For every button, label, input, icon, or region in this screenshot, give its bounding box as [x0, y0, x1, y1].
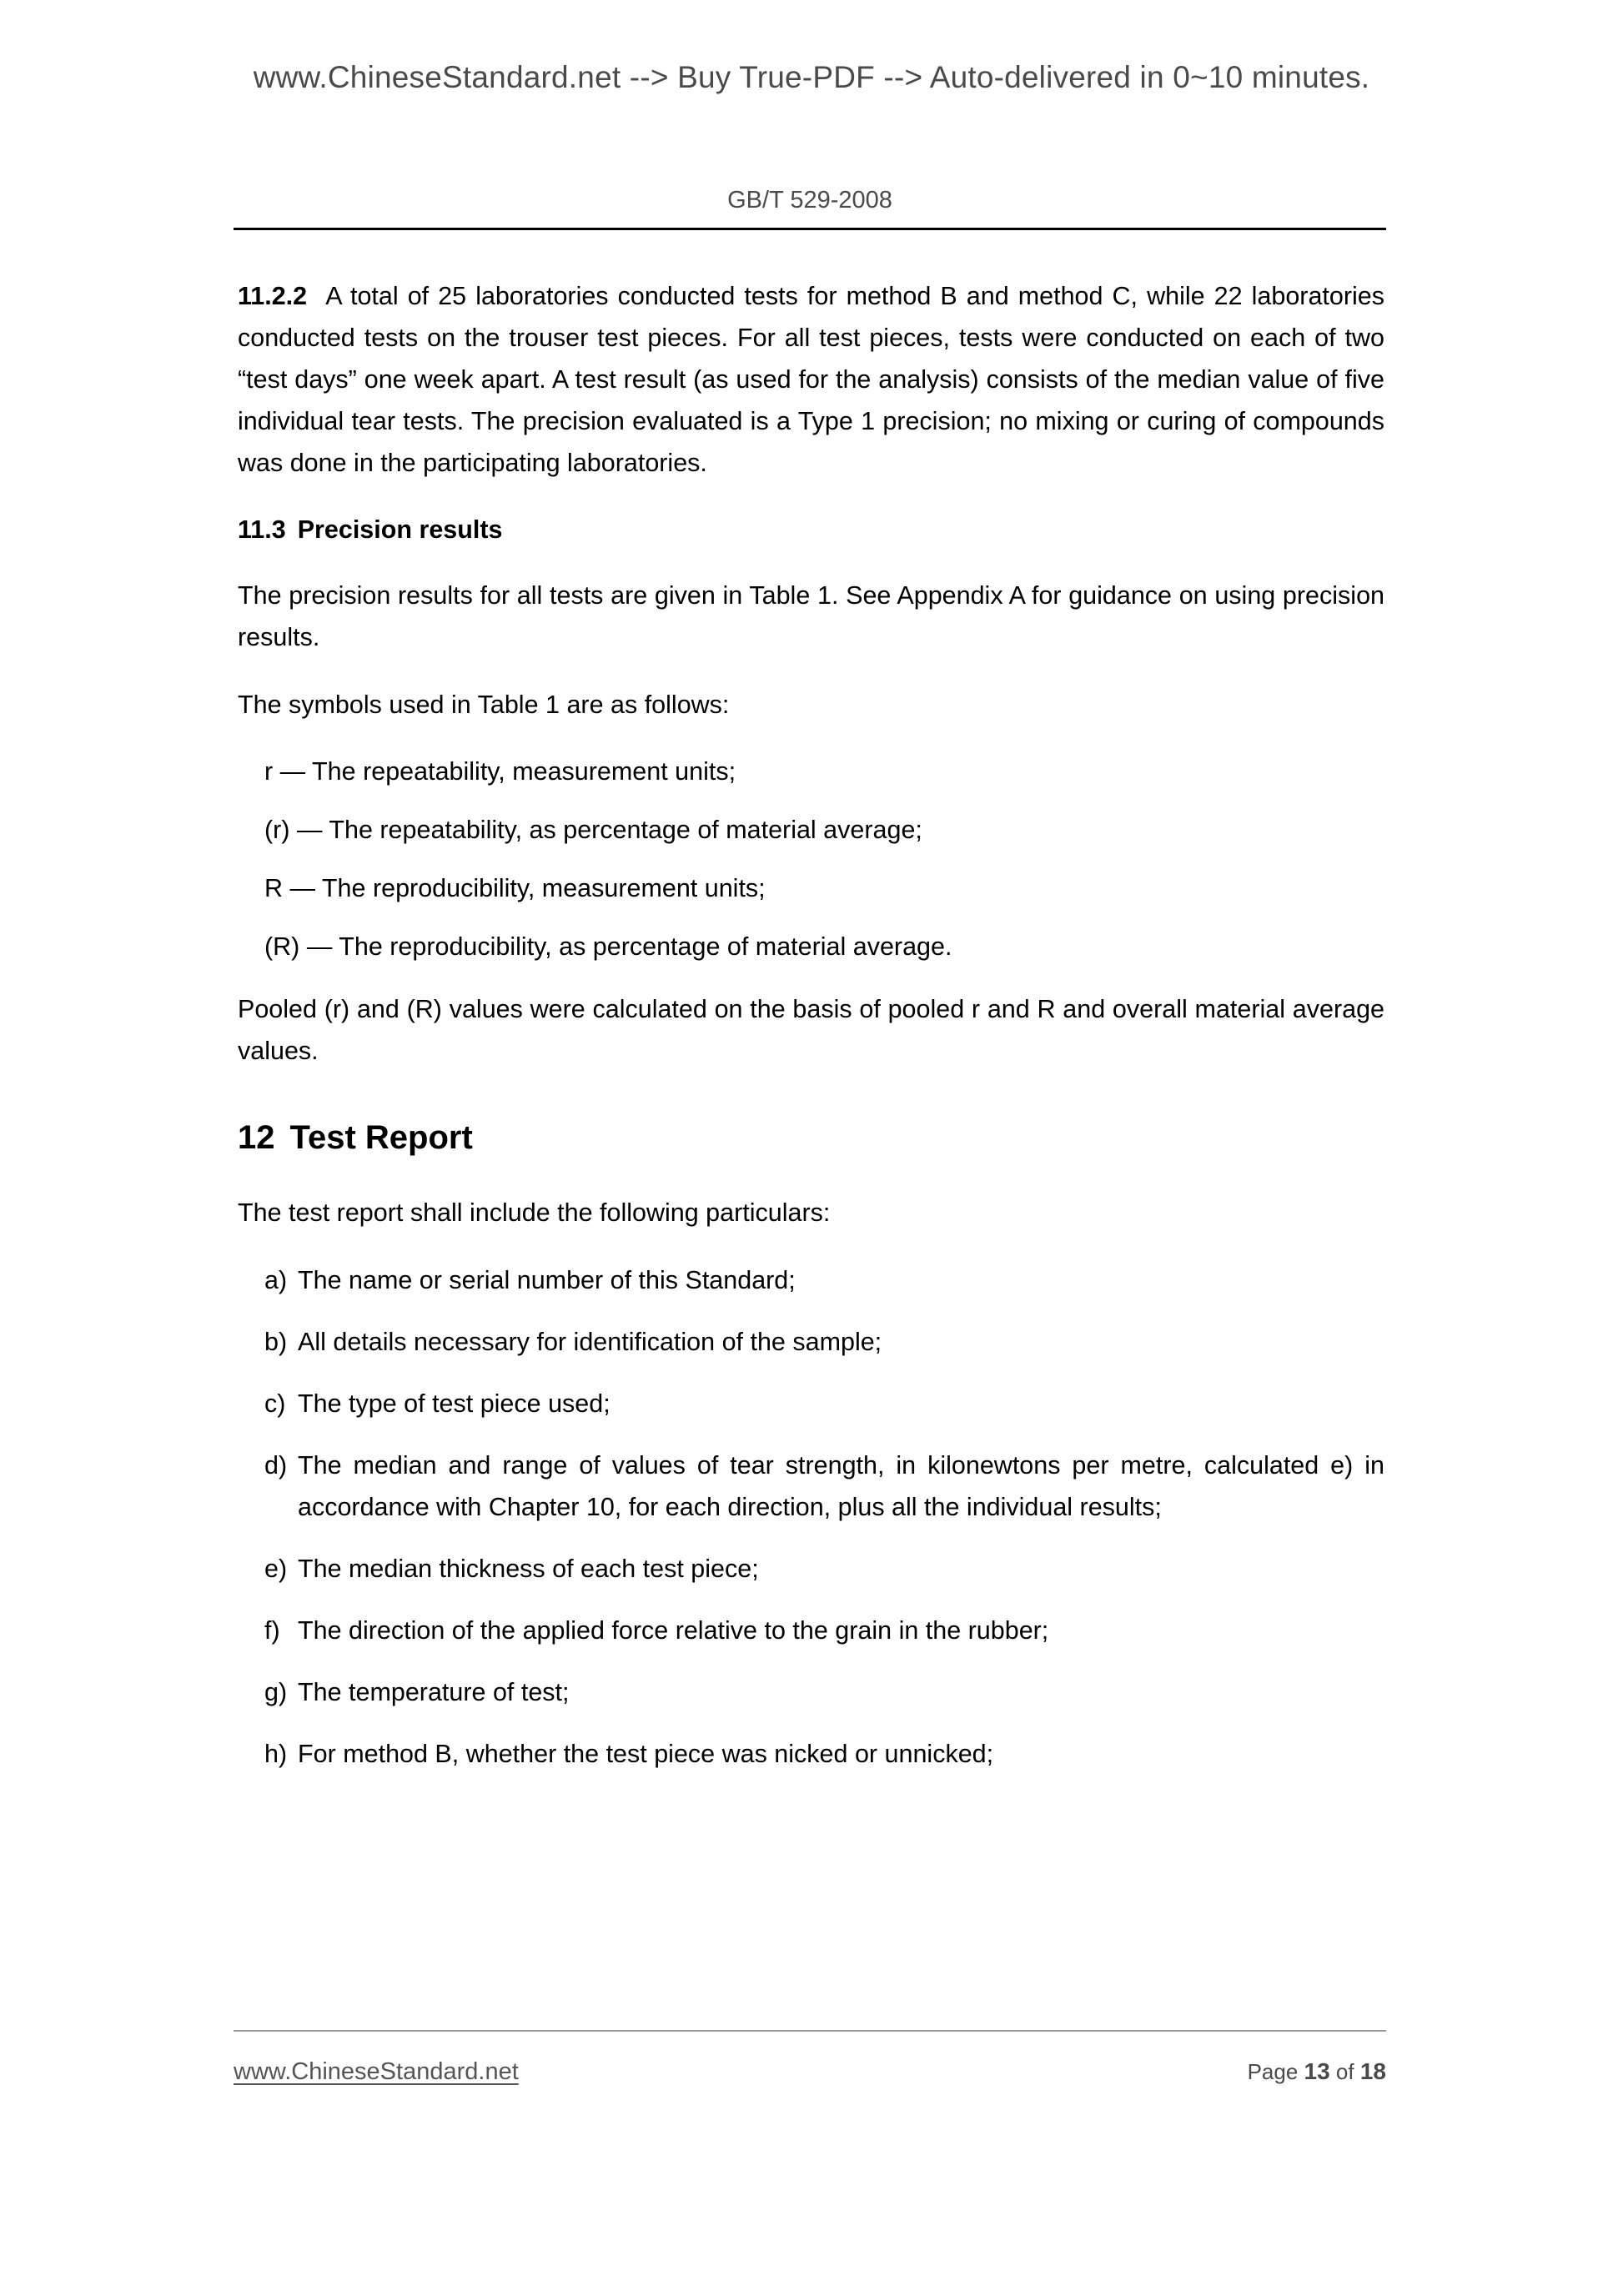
- clause-11-3-paragraph-1: The precision results for all tests are given in Table 1. See Appendix A for guidance on using precision results.: [238, 581, 1384, 651]
- footer-page-label: Page: [1247, 2059, 1299, 2084]
- list-item-marker: c): [264, 1389, 286, 1418]
- clause-11-3-title: Precision results: [297, 515, 503, 544]
- list-item: [238, 1444, 1384, 1528]
- list-item-marker: d): [264, 1451, 288, 1480]
- header-rule: [234, 228, 1386, 230]
- list-item-text: The direction of the applied force relative to the grain in the rubber;: [298, 1616, 1049, 1645]
- clause-11-2-2-text: A total of 25 laboratories conducted tests for method B and method C, while 22 laboratories conducted tests on the trouser test pieces. For all test pieces, tests were conducted on each of two “test days” one week apart. A test result (as used for the analysis) consists of the median value of five individual tear tests. The precision evaluated is a Type 1 precision; no mixing or curing of compounds was done in the participating laboratories.: [238, 282, 1385, 477]
- footer-total-pages: 18: [1359, 2058, 1386, 2084]
- list-item-text: For method B, whether the test piece was nicked or unnicked;: [298, 1740, 994, 1768]
- clause-11-3-heading: [238, 510, 1384, 550]
- test-report-item-list: [238, 1259, 1384, 1775]
- running-head-standard-id: GB/T 529-2008: [727, 187, 892, 214]
- list-item: [238, 1610, 1384, 1651]
- symbol-item-R: R — The reproducibility, measurement units;: [264, 874, 766, 902]
- footer-current-page: 13: [1304, 2058, 1330, 2084]
- clause-12-title: Test Report: [289, 1119, 473, 1156]
- list-item: [238, 1383, 1384, 1424]
- list-item-text: The median and range of values of tear strength, in kilonewtons per metre, calculated e) in accordance with Chapter 10, for each direction, plus all the individual results;: [298, 1451, 1384, 1521]
- list-item: [238, 1259, 1384, 1301]
- symbol-item-R-percent: (R) — The reproducibility, as percentage of material average.: [264, 932, 952, 961]
- list-item: [238, 1548, 1384, 1590]
- list-item-marker: b): [264, 1328, 288, 1356]
- list-item: [238, 1671, 1384, 1713]
- list-item-text: The median thickness of each test piece;: [298, 1555, 759, 1583]
- list-item: [238, 1733, 1384, 1775]
- watermark-banner: www.ChineseStandard.net --> Buy True-PDF --> Auto-delivered in 0~10 minutes.: [253, 60, 1370, 94]
- symbol-definition-list: [238, 751, 1384, 967]
- clause-12-number: 12: [238, 1119, 275, 1156]
- symbol-item-r: r — The repeatability, measurement units;: [264, 757, 736, 786]
- list-item-marker: h): [264, 1740, 288, 1768]
- list-item-text: The name or serial number of this Standard;: [298, 1266, 796, 1294]
- list-item-marker: f): [264, 1616, 280, 1645]
- clause-11-3-number: 11.3: [238, 515, 286, 544]
- document-content: [238, 275, 1384, 1795]
- list-item-marker: g): [264, 1678, 288, 1706]
- footer-rule: [234, 2030, 1386, 2032]
- list-item-text: The type of test piece used;: [298, 1389, 611, 1418]
- clause-11-3-paragraph-2: The symbols used in Table 1 are as follows:: [238, 691, 730, 719]
- symbol-item-r-percent: (r) — The repeatability, as percentage of material average;: [264, 816, 922, 844]
- footer-of-label: of: [1335, 2059, 1354, 2084]
- list-item-text: All details necessary for identification of the sample;: [298, 1328, 882, 1356]
- clause-12-intro: The test report shall include the following particulars:: [238, 1198, 831, 1227]
- list-item-marker: e): [264, 1555, 288, 1583]
- clause-12-heading: [238, 1115, 1384, 1160]
- clause-11-2-2-paragraph: [238, 275, 1384, 484]
- clause-11-3-paragraph-3: Pooled (r) and (R) values were calculated on the basis of pooled r and R and overall material average values.: [238, 995, 1384, 1065]
- list-item-marker: a): [264, 1266, 288, 1294]
- list-item-text: The temperature of test;: [298, 1678, 570, 1706]
- page-footer: [234, 2058, 1386, 2086]
- list-item: [238, 1321, 1384, 1363]
- clause-11-2-2-number: 11.2.2: [238, 282, 308, 310]
- footer-page-number: [1248, 2058, 1386, 2085]
- footer-site-link[interactable]: www.ChineseStandard.net: [234, 2058, 519, 2085]
